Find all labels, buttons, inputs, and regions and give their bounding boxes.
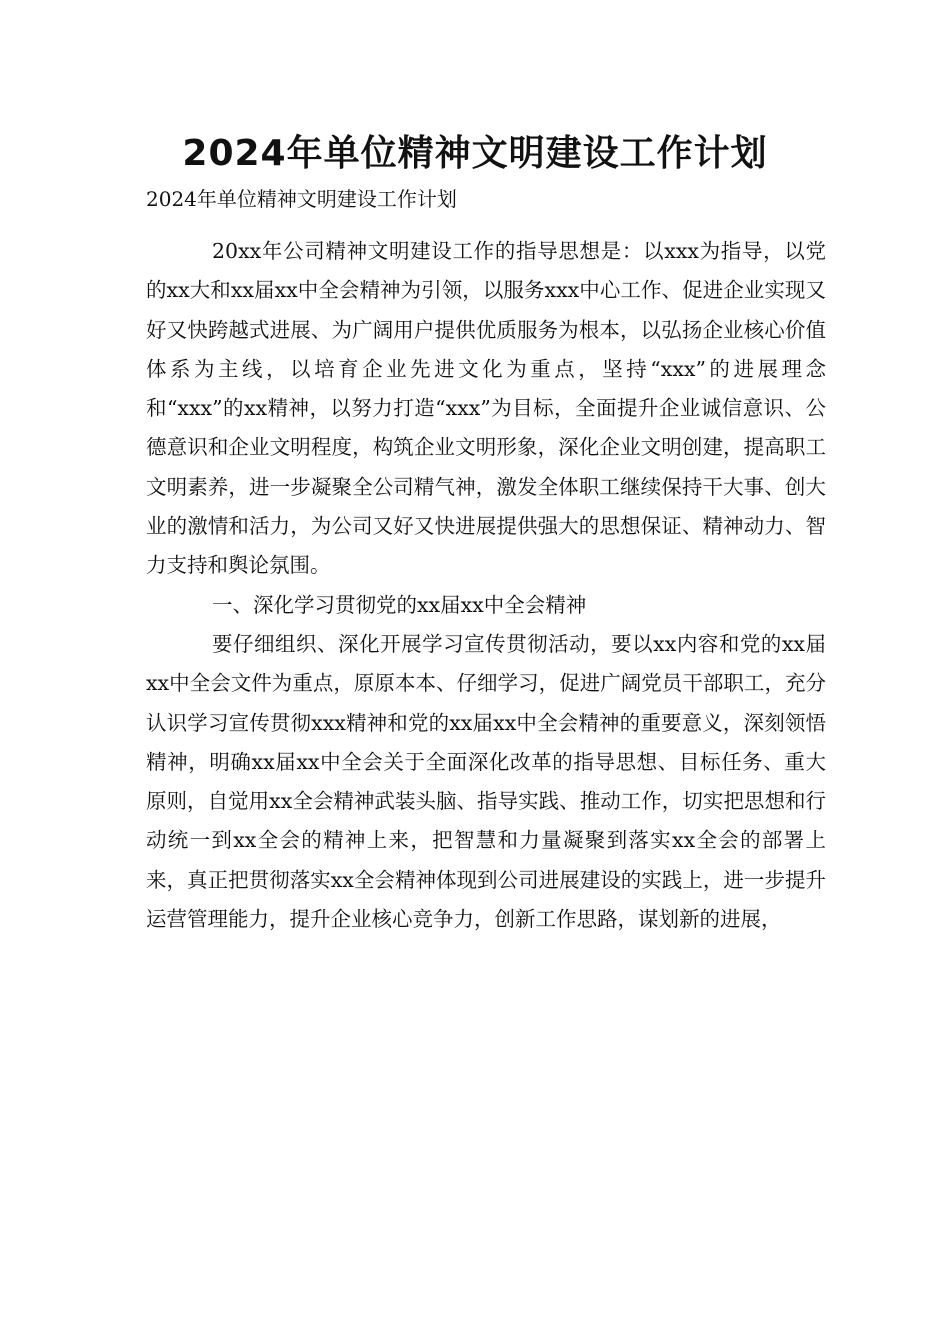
paragraph-section-1: 要仔细组织、深化开展学习宣传贯彻活动，要以xx内容和党的xx届xx中全会文件为重点，原原本本、仔细学习，促进广阔党员干部职工，充分认识学习宣传贯彻xxx精神和党的xx届xx中全会精神的重要意义，深刻领悟精神，明确xx届xx中全会关于全面深化改革的指导思想、目标任务、重大原则，自觉用xx全会精神武装头脑、指导实践、推动工作，切实把思想和行动统一到xx全会的精神上来，把智慧和力量凝聚到落实xx全会的部署上来，真正把贯彻落实xx全会精神体现到公司进展建设的实践上，进一步提升运营管理能力，提升企业核心竞争力，创新工作思路，谋划新的进展，	[146, 631, 826, 932]
document-subtitle: 2024年单位精神文明建设工作计划	[146, 187, 457, 211]
document-body	[146, 232, 826, 939]
document-title: 2024年单位精神文明建设工作计划	[182, 133, 768, 174]
paragraph-guiding-ideology: 20xx年公司精神文明建设工作的指导思想是：以xxx为指导，以党的xx大和xx届xx中全会精神为引领，以服务xxx中心工作、促进企业实现又好又快跨越式进展、为广阔用户提供优质服务为根本，以弘扬企业核心价值体系为主线，以培育企业先进文化为重点，坚持“xxx”的进展理念和“xxx”的xx精神，以努力打造“xxx”为目标，全面提升企业诚信意识、公德意识和企业文明程度，构筑企业文明形象，深化企业文明创建，提高职工文明素养，进一步凝聚全公司精气神，激发全体职工继续保持干大事、创大业的激情和活力，为公司又好又快进展提供强大的思想保证、精神动力、智力支持和舆论氛围。	[146, 239, 826, 578]
section-heading-1: 一、深化学习贯彻党的xx届xx中全会精神	[212, 592, 587, 617]
